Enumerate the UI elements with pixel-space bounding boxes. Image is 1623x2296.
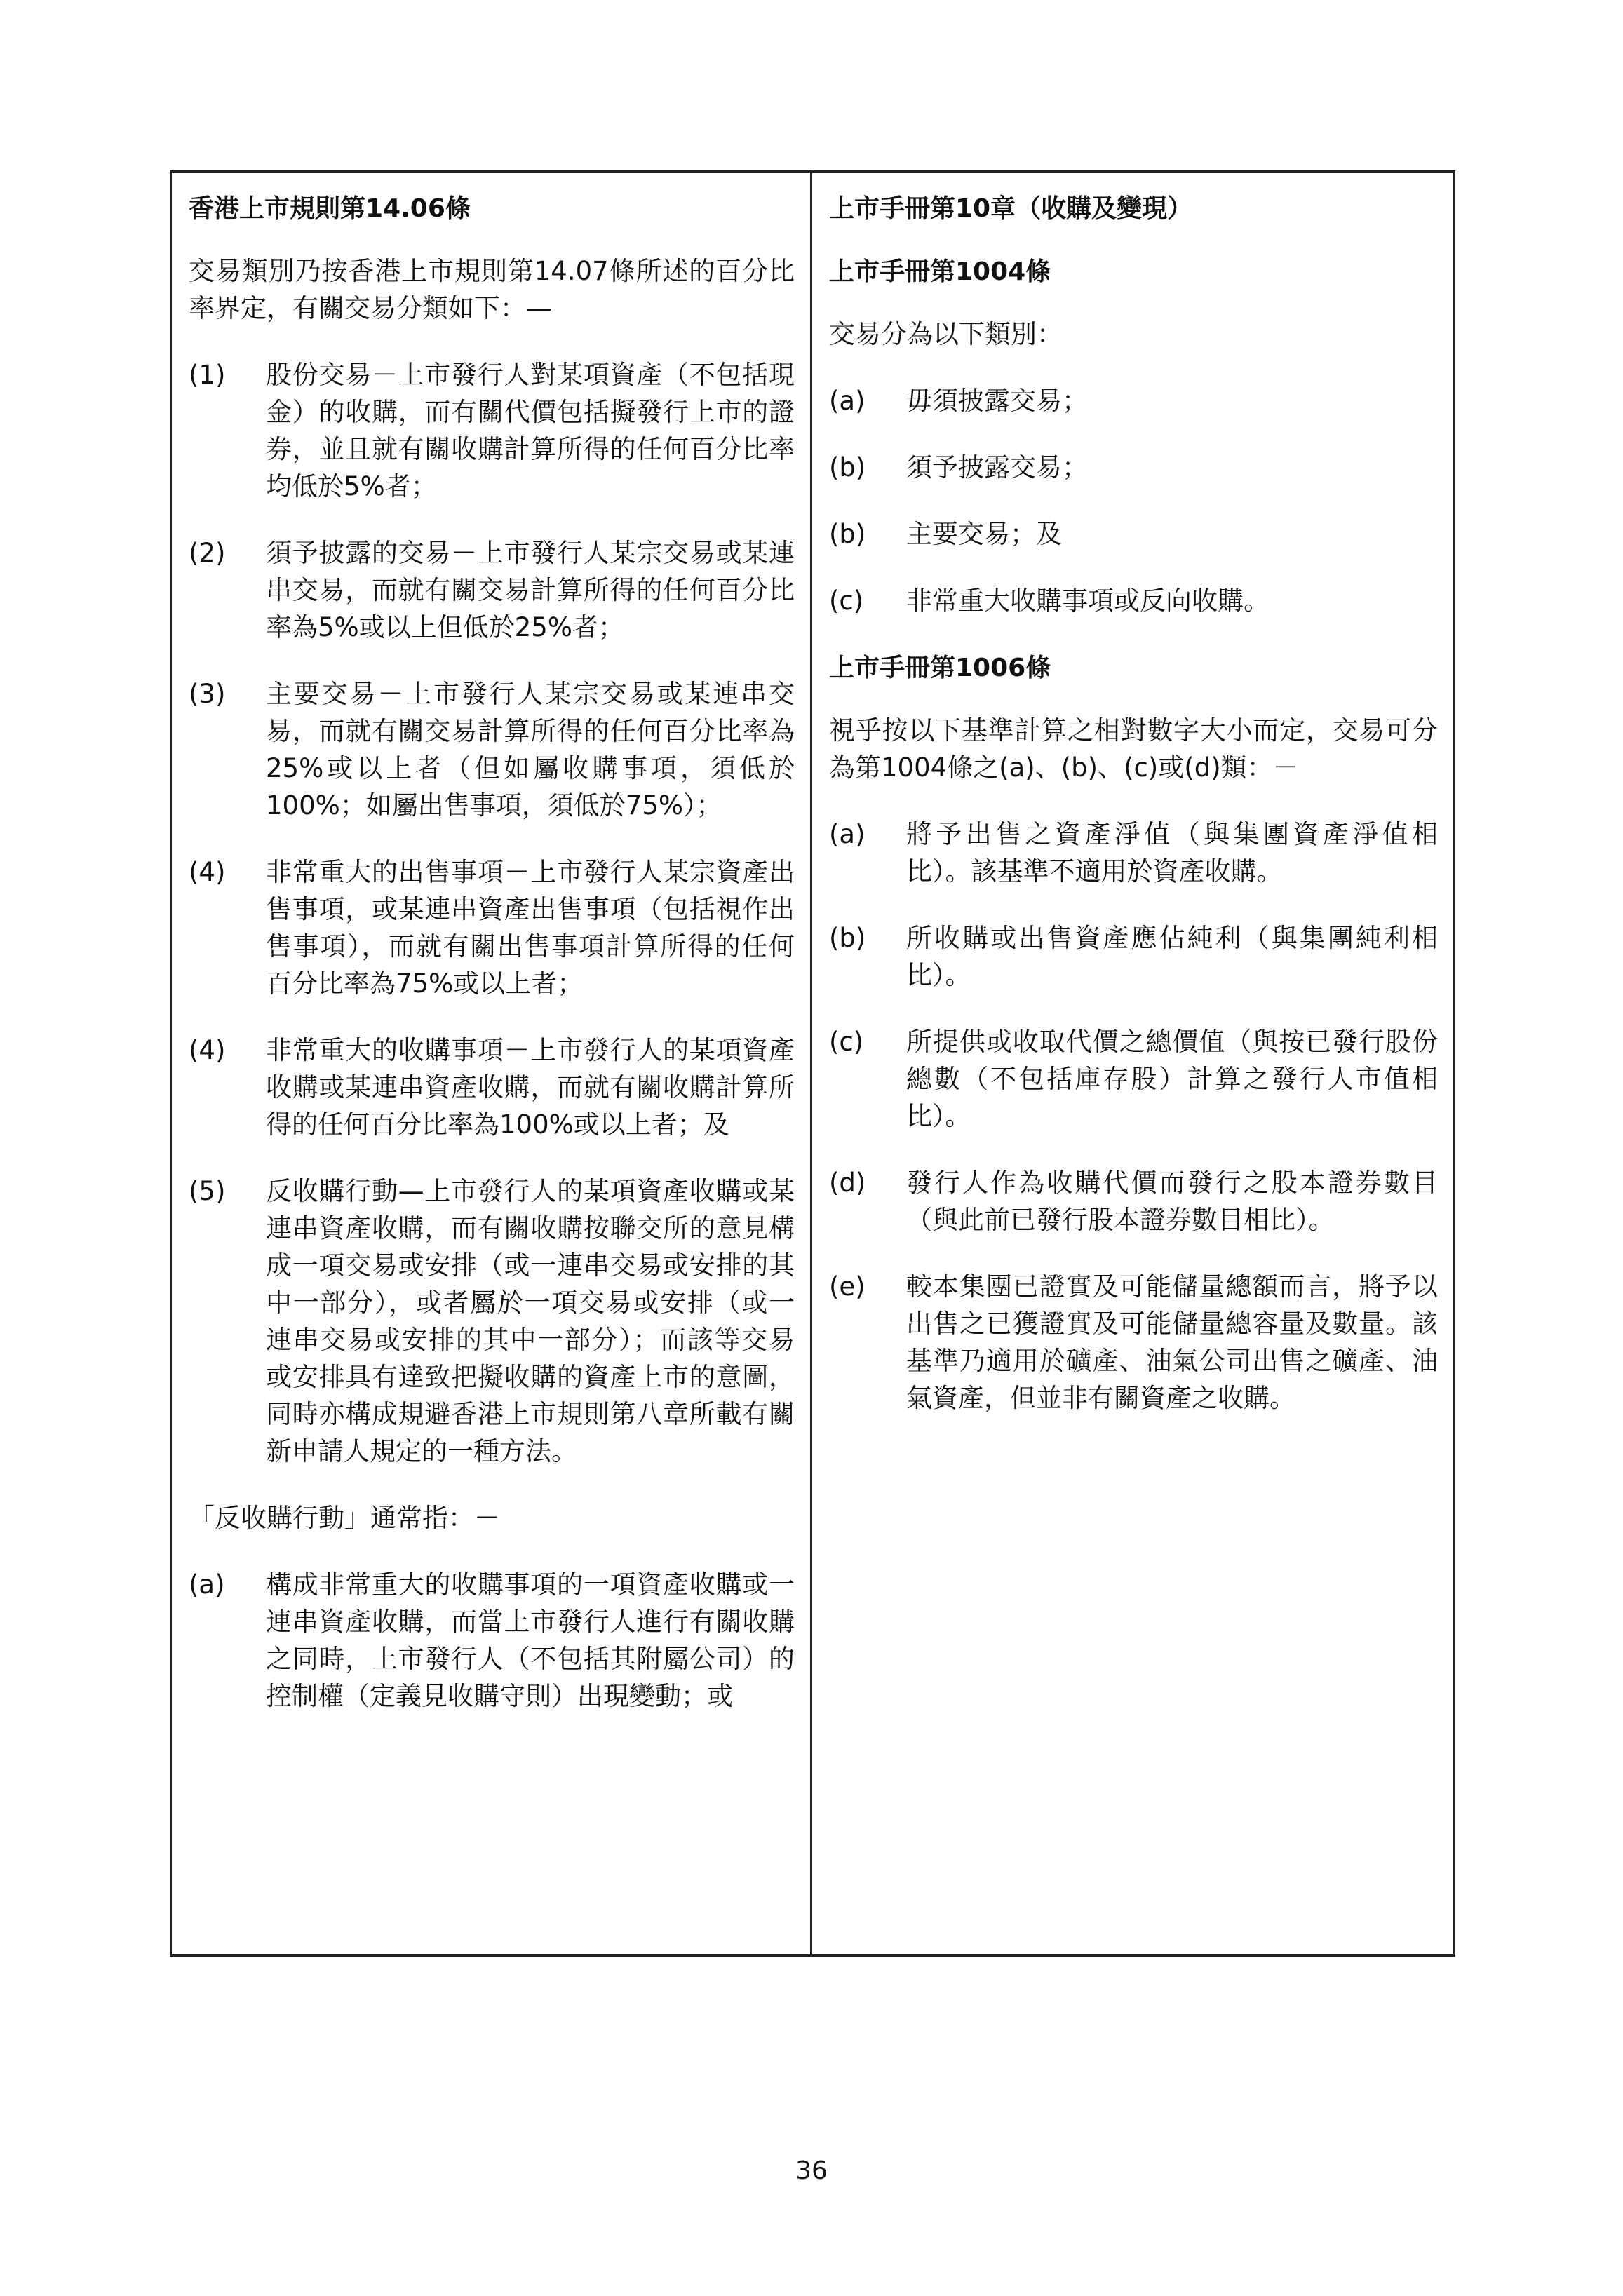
item-marker: (d) [829,1168,866,1198]
item-text: 發行人作為收購代價而發行之股本證券數目（與此前已發行股本證券數目相比）。 [906,1168,1438,1235]
item-text: 所提供或收取代價之總價值（與按已發行股份總數（不包括庫存股）計算之發行人市值相比）。 [906,1027,1438,1131]
list-item [829,816,1438,890]
item-marker: (a) [829,819,866,849]
item-marker: (c) [829,586,864,616]
right-column-heading: 上市手冊第10章（收購及變現） [829,194,1193,223]
item-marker: (c) [829,1027,864,1057]
item-marker: (e) [829,1271,866,1302]
list-item [829,1164,1438,1238]
left-column-heading: 香港上市規則第14.06條 [189,194,471,223]
right-column-listing-manual [812,172,1455,1956]
list-item [189,356,795,505]
item-text: 須予披露交易； [906,452,1088,482]
list-item [189,534,795,646]
section-heading-1004: 上市手冊第1004條 [829,257,1051,286]
list-item [829,382,1438,419]
list-item [189,1173,795,1470]
left-intro: 交易類別乃按香港上市規則第14.07條所述的百分比率界定，有關交易分類如下：— [189,256,795,323]
item-text: 較本集團已證實及可能儲量總額而言，將予以出售之已獲證實及可能儲量總容量及數量。該基準乃適用於礦產、油氣公司出售之礦產、油氣資產，但並非有關資產之收購。 [906,1271,1438,1413]
item-marker: (a) [189,1569,225,1600]
list-item [829,449,1438,486]
left-note: 「反收購行動」通常指：－ [189,1503,500,1533]
page-number: 36 [795,2156,828,2185]
item-text: 非常重大收購事項或反向收購。 [906,586,1270,616]
comparison-table [170,170,1455,1957]
right-intro-1006: 視乎按以下基準計算之相對數字大小而定，交易可分為第1004條之(a)、(b)、(c)或(d)類：－ [829,715,1438,783]
list-item [189,675,795,824]
list-item [189,1032,795,1143]
list-item [829,1268,1438,1417]
item-text: 非常重大的出售事項－上市發行人某宗資產出售事項，或某連串資產出售事項（包括視作出售事項），而就有關出售事項計算所得的任何百分比率為75%或以上者； [266,857,795,999]
item-marker: (1) [189,360,226,390]
section-heading-1006: 上市手冊第1006條 [829,654,1051,682]
item-text: 反收購行動—上市發行人的某項資產收購或某連串資產收購，而有關收購按聯交所的意見構成一項交易或安排（或一連串交易或安排的其中一部分），或者屬於一項交易或安排（或一連串交易或安排的其中一部分）；而該等交易或安排具有達致把擬收購的資產上市的意圖，同時亦構成規避香港上市規則第八章所載有關新申請人規定的一種方法。 [266,1176,795,1466]
list-item [829,919,1438,994]
item-marker: (b) [829,452,866,482]
item-text: 主要交易；及 [906,519,1062,549]
left-column-hk-rules [171,172,812,1956]
list-item [829,1023,1438,1135]
item-text: 毋須披露交易； [906,386,1088,416]
item-text: 非常重大的收購事項－上市發行人的某項資產收購或某連串資產收購，而就有關收購計算所得的任何百分比率為100%或以上者；及 [266,1035,795,1140]
item-marker: (2) [189,538,226,568]
item-text: 須予披露的交易－上市發行人某宗交易或某連串交易，而就有關交易計算所得的任何百分比率為5%或以上但低於25%者； [266,538,795,642]
item-marker: (4) [189,1035,226,1065]
item-text: 主要交易－上市發行人某宗交易或某連串交易，而就有關交易計算所得的任何百分比率為25%或以上者（但如屬收購事項，須低於100%；如屬出售事項，須低於75%）； [266,679,795,821]
item-text: 構成非常重大的收購事項的一項資產收購或一連串資產收購，而當上市發行人進行有關收購之同時，上市發行人（不包括其附屬公司）的控制權（定義見收購守則）出現變動；或 [266,1569,795,1711]
item-marker: (a) [829,386,866,416]
item-text: 所收購或出售資產應佔純利（與集團純利相比）。 [906,923,1438,990]
right-intro-1004: 交易分為以下類別： [829,319,1063,349]
item-text: 將予出售之資產淨值（與集團資產淨值相比）。該基準不適用於資產收購。 [906,819,1438,886]
item-marker: (4) [189,857,226,887]
item-marker: (b) [829,923,866,953]
item-marker: (5) [189,1176,226,1206]
item-text: 股份交易－上市發行人對某項資產（不包括現金）的收購，而有關代價包括擬發行上市的證券，並且就有關收購計算所得的任何百分比率均低於5%者； [266,360,795,501]
list-item [829,582,1438,619]
list-item [829,515,1438,553]
item-marker: (b) [829,519,866,549]
list-item [189,853,795,1002]
item-marker: (3) [189,679,226,709]
list-item [189,1566,795,1715]
